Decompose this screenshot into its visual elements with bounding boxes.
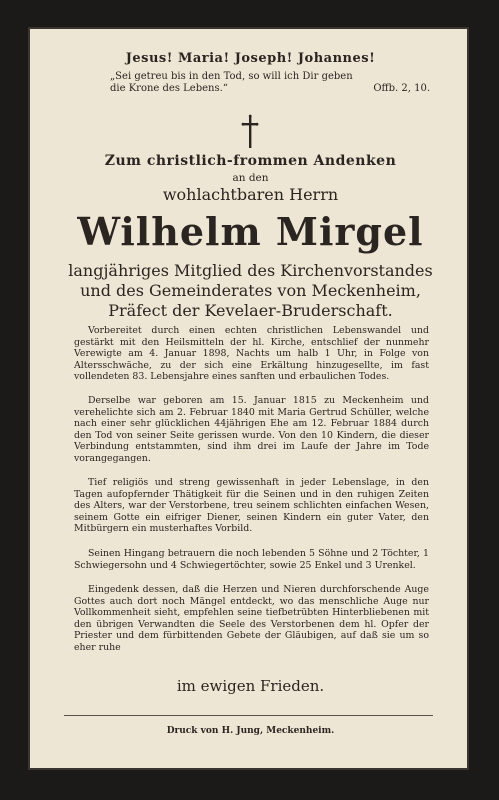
card-inner-panel — [28, 27, 469, 770]
quote-row-2 — [110, 83, 430, 95]
paragraph-prayer: Eingedenk dessen, daß die Herzen und Nieren durchforschende Auge Gottes auch dort noch Mängel entdeckt, wo das menschliche Auge nur Vollkommenheit sieht, empfehlen seine tiefbetrübten Hinterbliebenen mit den übrigen Verwandten die Seele des Verstorbenen dem hl. Opfer der Priester und dem fürbittenden Gebete der Gläubigen, auf daß sie um so eher ruhe — [74, 584, 429, 653]
divider — [64, 715, 433, 716]
role-line-3: Präfect der Kevelaer-Bruderschaft. — [108, 301, 393, 320]
closing-phrase: im ewigen Frieden. — [176, 677, 325, 695]
an-den-label: an den — [232, 172, 269, 184]
printer-credit: Druck von H. Jung, Meckenheim. — [166, 726, 335, 736]
role-line-1: langjähriges Mitglied des Kirchenvorstandes — [68, 261, 433, 280]
honorific: wohlachtbaren Herrn — [162, 185, 339, 204]
scripture-quote — [110, 71, 430, 95]
cross-icon — [240, 114, 260, 150]
deceased-name: Wilhelm Mirgel — [77, 209, 424, 254]
role-line-2: und des Gemeinderates von Meckenheim, — [80, 281, 421, 300]
paragraph-mourners: Seinen Hingang betrauern die noch lebenden 5 Söhne und 2 Töchter, 1 Schwiegersohn und 4 Schwiegertöchter, sowie 25 Enkel und 3 Urenkel. — [74, 548, 429, 571]
paragraph-life: Derselbe war geboren am 15. Januar 1815 zu Meckenheim und verehelichte sich am 2. Februar 1840 mit Maria Gertrud Schüller, welche nach einer sehr glücklichen 44jährigen Ehe am 12. Februar 1884 durch den Tod von seiner Seite gerissen wurde. Von den 10 Kindern, die dieser Verbindung entstammten, sind ihm drei im Laufe der Jahre im Tode vorangegangen. — [74, 395, 429, 464]
quote-line-2: die Krone des Lebens.“ — [110, 83, 228, 94]
quote-reference: Offb. 2, 10. — [373, 83, 430, 94]
paragraph-death: Vorbereitet durch einen echten christlichen Lebenswandel und gestärkt mit den Heilsmitteln der hl. Kirche, entschlief der nunmehr Verewigte am 4. Januar 1898, Nachts um halb 1 Uhr, in Folge von Altersschwäche, zu der sich eine Erkältung hinzugesellte, im fast vollendeten 83. Lebensjahre eines sanften und erbaulichen Todes. — [74, 325, 429, 383]
quote-line-1: „Sei getreu bis in den Tod, so will ich Dir geben — [110, 71, 353, 82]
memorial-heading: Zum christlich-frommen Andenken — [104, 153, 397, 169]
paragraph-character: Tief religiös und streng gewissenhaft in jeder Lebenslage, in den Tagen aufopfernder Thätigkeit für die Seinen und in den ruhigen Zeiten des Alters, war der Verstorbene, treu seinem schlichten einfachen Wesen, seinem Gotte ein eifriger Diener, seinen Kindern ein guter Vater, den Mitbürgern ein musterhaftes Vorbild. — [74, 477, 429, 535]
invocation: Jesus! Maria! Joseph! Johannes! — [125, 51, 376, 66]
